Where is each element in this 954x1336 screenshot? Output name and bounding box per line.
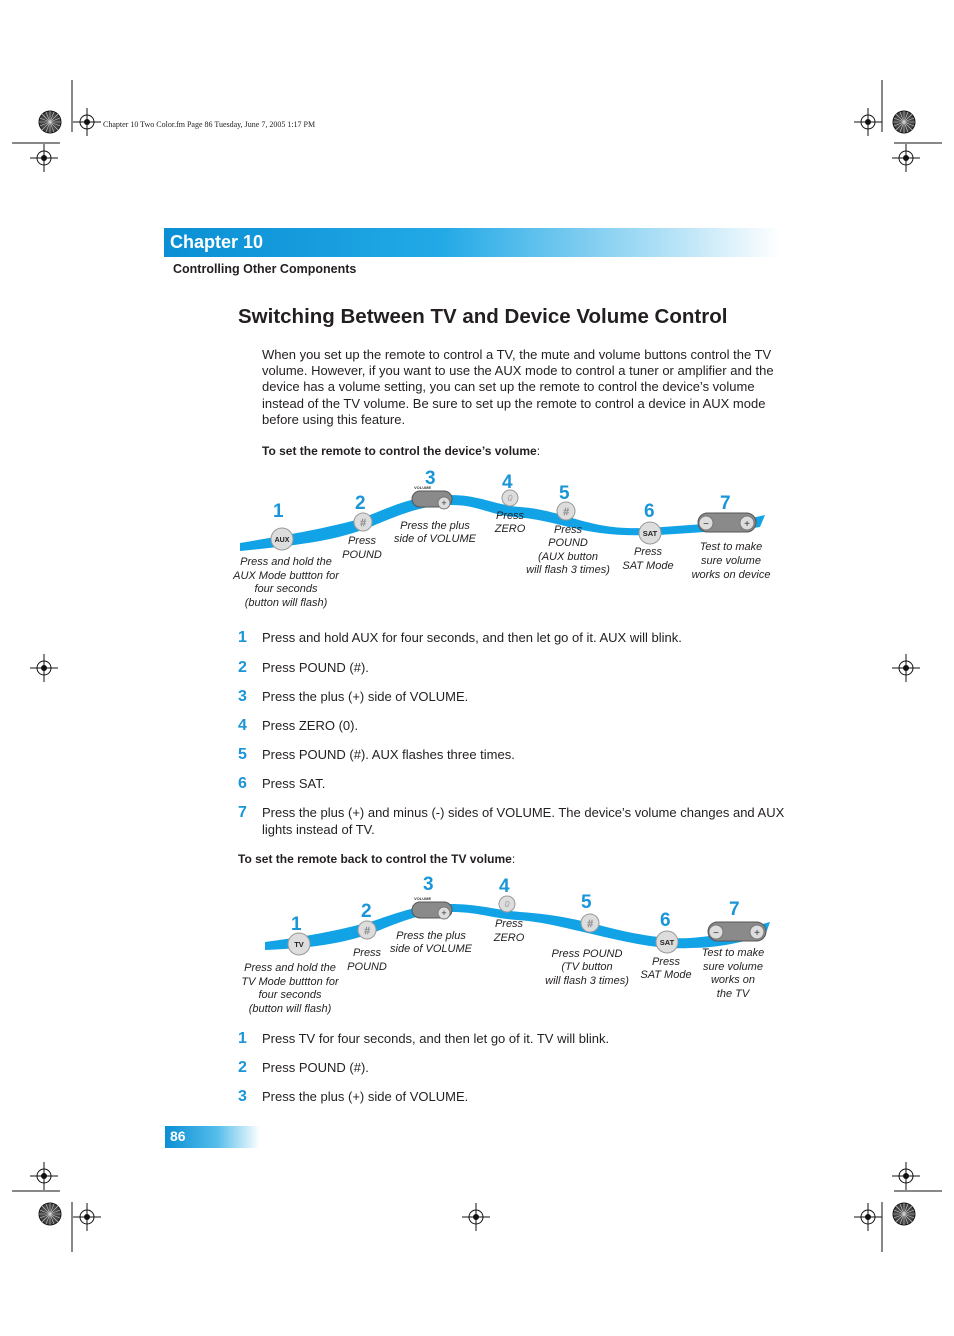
step-text: Press TV for four seconds, and then let go of it. TV will blink. [262,1031,610,1046]
diagram2-label-4b: ZERO [493,932,525,944]
svg-text:+: + [441,498,447,508]
step-text: Press the plus (+) and minus (-) sides of VOLUME. The device’s volume changes and AUX lights instead of TV. [262,805,785,837]
step-number: 5 [238,746,247,763]
diagram1-label-4b: ZERO [494,523,526,535]
step-text: Press and hold AUX for four seconds, and then let go of it. AUX will blink. [262,630,682,645]
diagram2-label-3a: Press the plus [396,930,466,942]
svg-text:#: # [360,518,366,529]
step-number: 3 [238,688,247,705]
step-number: 4 [238,717,247,734]
diagram1-label-5a: Press [553,524,583,536]
diagram2-label-5c: will flash 3 times) [545,975,629,987]
step-number: 7 [238,804,247,821]
step-number: 1 [238,1030,247,1047]
tv-button-label: TV [294,940,304,949]
intro-paragraph: When you set up the remote to control a TV, the mute and volume buttons control the TV volume. However, if you want to use the AUX mode to control a tuner or amplifier and the device has a volume setting, you can set up the remote to control the device’s volume instead of the TV volume. Be sure to set up the remote to control a device in AUX mode before using this feature. [262,347,774,427]
diagram2-label-7a: Test to make [701,947,765,959]
sat-button-icon [656,931,678,953]
diagram1-label-1d: (button will flash) [244,597,328,609]
pound-button-icon [358,921,376,939]
step-text: Press POUND (#). [262,660,369,675]
step-text: Press POUND (#). [262,1060,369,1075]
svg-text:SAT: SAT [642,529,658,538]
diagram1-label-7a: Test to make [699,541,763,553]
diagram1-label-6b: SAT Mode [622,560,674,572]
diagram2-label-1d: (button will flash) [248,1003,332,1015]
volume-rocker-icon-2 [698,513,756,532]
step-text: Press SAT. [262,776,326,791]
diagram2-label-2a: Press [352,947,382,959]
diagram1-label-1b: AUX Mode buttton for [233,570,339,582]
diagram2-label-6b: SAT Mode [640,969,692,981]
diagram1-label-3a: Press the plus [400,520,470,532]
svg-text:+: + [754,928,760,939]
pound-button-icon-2 [557,502,575,520]
diagram1-label-2a: Press [347,535,377,547]
svg-text:SAT: SAT [659,938,675,947]
diagram1-label-4a: Press [495,510,525,522]
diagram2-label-5a: Press POUND [551,948,623,960]
diagram1-label-6a: Press [633,546,663,558]
diagram2-label-6a: Press [651,956,681,968]
svg-text:+: + [744,519,750,530]
diagram1-label-2b: POUND [342,549,382,561]
step-text: Press ZERO (0). [262,718,359,733]
tv-volume-diagram [220,870,780,1020]
diagram2-step-5: 5 [581,892,592,913]
svg-text:VOLUME: VOLUME [414,896,432,901]
diagram2-step-1: 1 [291,914,302,935]
step-number: 2 [238,1059,247,1076]
diagram2-label-1c: four seconds [258,989,322,1001]
diagram2-label-7d: the TV [716,988,750,1000]
step-number: 1 [238,629,247,646]
diagram2-label-7c: works on [710,974,756,986]
device-volume-diagram [220,465,780,615]
volume-rocker-icon-2 [708,922,766,941]
section1-heading: To set the remote to control the device’s volume: [262,444,541,458]
diagram2-label-1a: Press and hold the [244,962,336,974]
page-title: Switching Between TV and Device Volume Control [238,305,728,328]
diagram1-label-3b: side of VOLUME [394,533,476,545]
svg-text:0: 0 [504,900,510,909]
diagram1-step-2: 2 [355,493,366,514]
pound-button-icon [354,513,372,531]
diagram1-label-1a: Press and hold the [240,556,332,568]
chapter-title: Chapter 10 [170,232,264,252]
diagram2-label-7b: sure volume [703,961,763,973]
diagram2-step-3: 3 [423,874,434,895]
diagram2-label-4a: Press [494,918,524,930]
svg-text:0: 0 [507,494,513,503]
tv-button-icon [288,933,310,955]
diagram1-step-5: 5 [559,483,570,504]
pound-button-icon-2 [581,914,599,932]
diagram2-step-2: 2 [361,901,372,922]
diagram1-step-6: 6 [644,501,655,522]
diagram1-label-5c: (AUX button [538,551,598,563]
diagram2-label-2b: POUND [347,961,387,973]
aux-button-icon [271,528,293,550]
diagram1-label-7c: works on device [691,569,771,581]
step-number: 2 [238,659,247,676]
diagram1-step-4: 4 [502,472,513,493]
step-text: Press the plus (+) side of VOLUME. [262,1089,469,1104]
svg-text:#: # [364,926,370,937]
step-number: 3 [238,1088,247,1105]
svg-text:−: − [703,519,709,530]
page-number: 86 [170,1128,186,1144]
diagram1-step-3: 3 [425,468,436,489]
diagram2-label-1b: TV Mode buttton for [241,976,339,988]
svg-text:VOLUME: VOLUME [414,485,432,490]
diagram1-step-1: 1 [273,501,284,522]
volume-rocker-icon [412,896,452,919]
step-text: Press POUND (#). AUX flashes three times. [262,747,515,762]
diagram2-step-6: 6 [660,910,671,931]
zero-button-icon [499,896,515,912]
diagram1-step-7: 7 [720,493,731,514]
svg-text:#: # [587,919,593,930]
step-text: Press the plus (+) side of VOLUME. [262,689,469,704]
print-header: Chapter 10 Two Color.fm Page 86 Tuesday, June 7, 2005 1:17 PM [103,120,316,129]
svg-text:+: + [441,908,447,918]
section2-heading: To set the remote back to control the TV volume: [238,852,516,866]
svg-text:#: # [563,507,569,518]
diagram1-label-7b: sure volume [701,555,761,567]
diagram2-step-4: 4 [499,876,510,897]
chapter-subtitle: Controlling Other Components [173,262,357,276]
diagram2-label-5b: (TV button [561,961,613,973]
diagram2-label-3b: side of VOLUME [390,943,472,955]
svg-text:−: − [713,928,719,939]
diagram1-label-5b: POUND [548,537,588,549]
diagram2-step-7: 7 [729,899,740,920]
diagram1-label-5d: will flash 3 times) [526,564,610,576]
sat-button-icon [639,522,661,544]
step-number: 6 [238,775,247,792]
aux-button-label: AUX [274,537,290,544]
diagram1-label-1c: four seconds [254,583,318,595]
